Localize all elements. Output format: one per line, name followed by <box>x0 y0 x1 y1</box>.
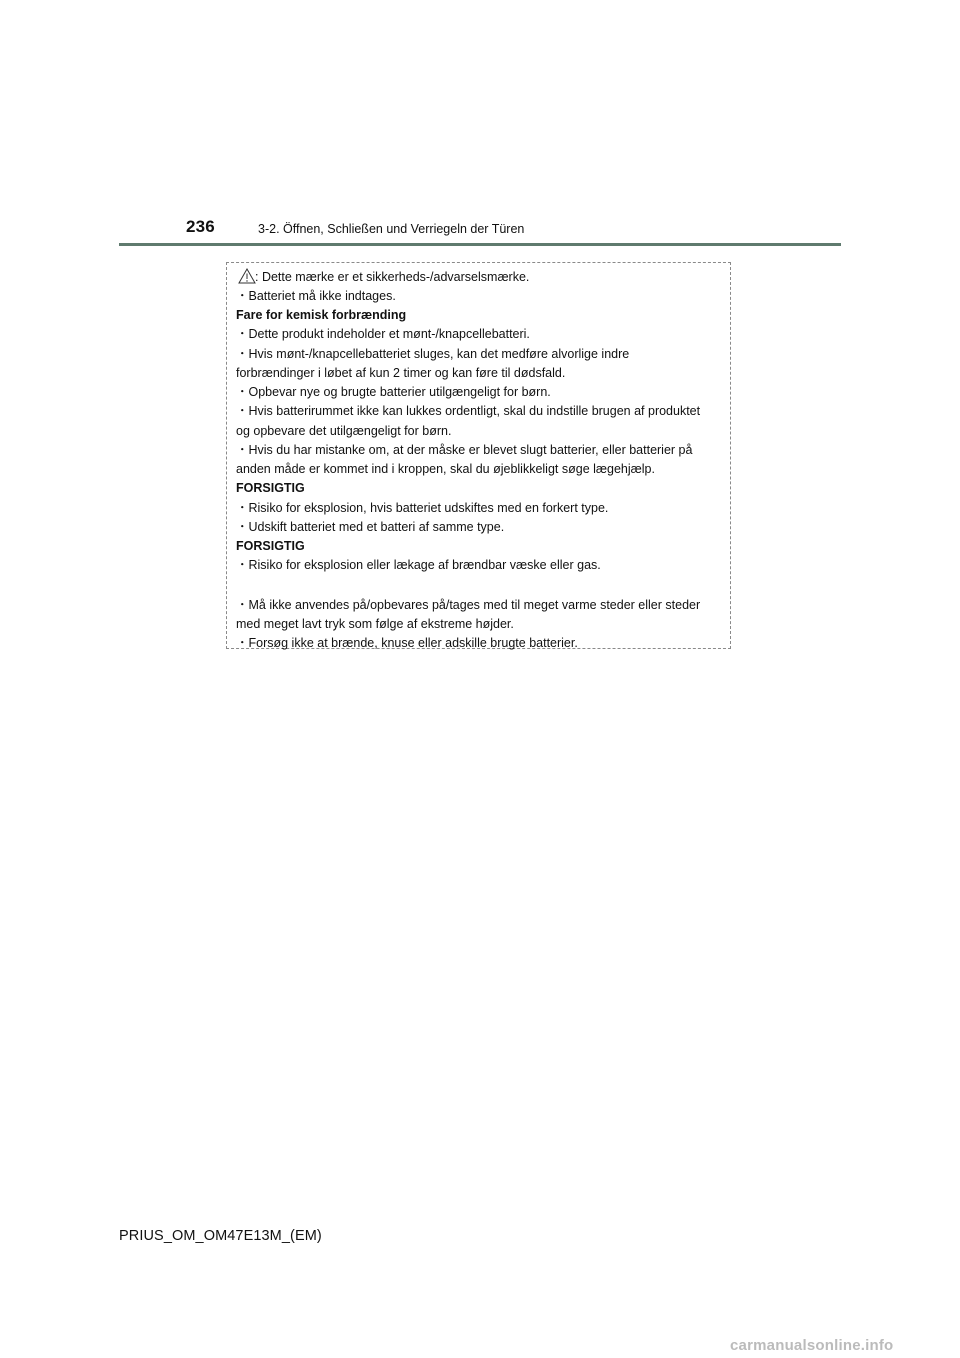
watermark: carmanualsonline.info <box>730 1337 894 1354</box>
warning-line: ・Må ikke anvendes på/opbevares på/tages med til meget varme steder eller steder <box>236 598 701 612</box>
warning-line: ・Forsøg ikke at brænde, knuse eller adskille brugte batterier. <box>236 636 578 650</box>
warning-line: anden måde er kommet ind i kroppen, skal du øjeblikkeligt søge lægehjælp. <box>236 462 655 476</box>
warning-line: ・Hvis batterirummet ikke kan lukkes ordentligt, skal du indstille brugen af produktet <box>236 404 701 418</box>
warning-line: ・Dette produkt indeholder et mønt-/knapcellebatteri. <box>236 327 530 341</box>
warning-line: ・Hvis mønt-/knapcellebatteriet sluges, kan det medføre alvorlige indre <box>236 347 630 361</box>
warning-line: med meget lavt tryk som følge af ekstreme højder. <box>236 617 514 631</box>
header-rule <box>119 243 841 246</box>
caution-heading: FORSIGTIG <box>236 481 305 495</box>
warning-line: forbrændinger i løbet af kun 2 timer og kan føre til dødsfald. <box>236 366 566 380</box>
footer-doc-code: PRIUS_OM_OM47E13M_(EM) <box>119 1228 322 1244</box>
page-number: 236 <box>186 217 215 236</box>
warning-line: ・Udskift batteriet med et batteri af samme type. <box>236 520 505 534</box>
warning-line: og opbevare det utilgængeligt for børn. <box>236 424 452 438</box>
caution-heading: FORSIGTIG <box>236 539 305 553</box>
warning-heading: Fare for kemisk forbrænding <box>236 308 407 322</box>
warning-line: ・Risiko for eksplosion eller lækage af brændbar væske eller gas. <box>236 558 601 572</box>
warning-line: ・Risiko for eksplosion, hvis batteriet udskiftes med en forkert type. <box>236 501 609 515</box>
warning-box <box>226 262 731 649</box>
warning-triangle-icon <box>238 268 256 284</box>
section-title: 3-2. Öffnen, Schließen und Verriegeln der Türen <box>258 222 525 236</box>
warning-symbol-explanation: : Dette mærke er et sikkerheds-/advarselsmærke. <box>255 270 530 284</box>
warning-line: ・Batteriet må ikke indtages. <box>236 289 396 303</box>
warning-line: ・Hvis du har mistanke om, at der måske er blevet slugt batterier, eller batterier på <box>236 443 693 457</box>
warning-line: ・Opbevar nye og brugte batterier utilgængeligt for børn. <box>236 385 551 399</box>
